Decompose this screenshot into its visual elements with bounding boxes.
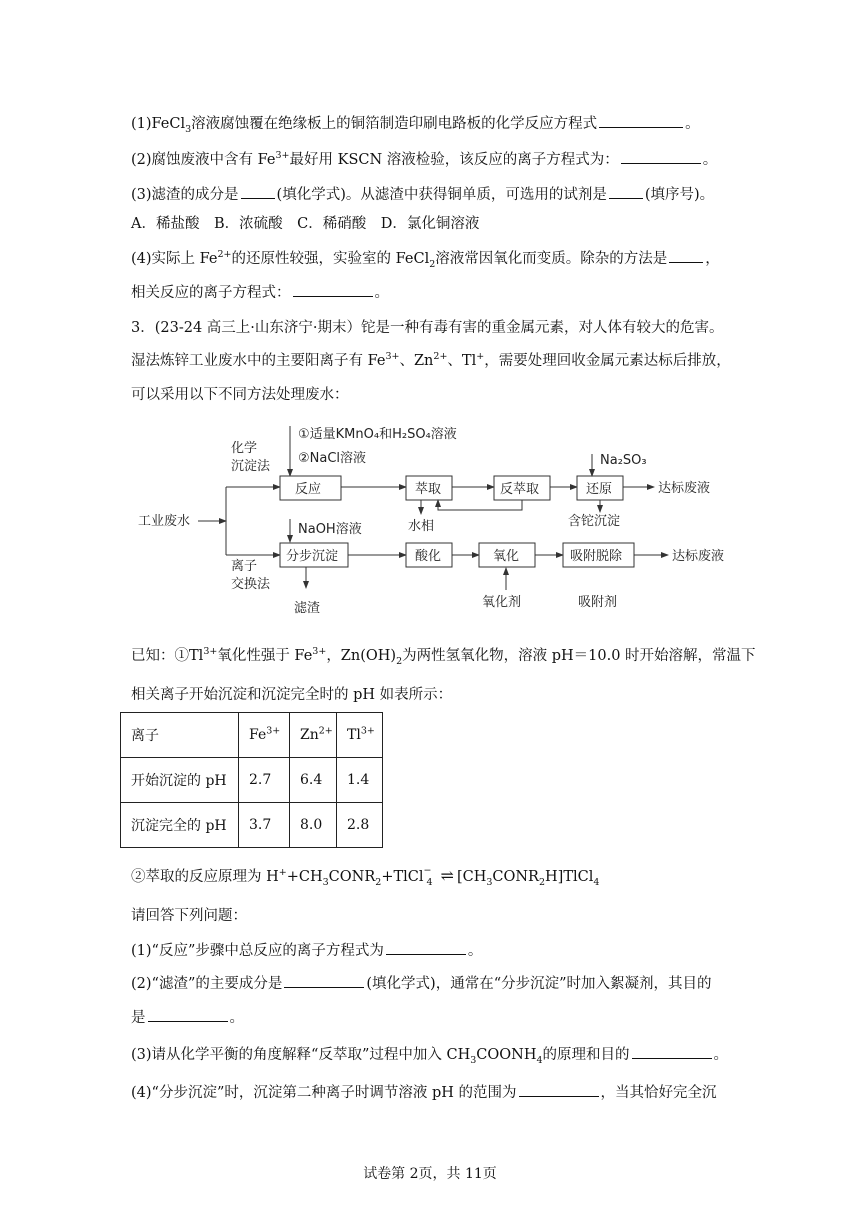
q3-part1: [131, 940, 482, 961]
acidify-label: 酸化: [415, 549, 442, 564]
answer-blank[interactable]: [386, 940, 466, 955]
answer-blank[interactable]: [599, 113, 683, 128]
subscript: 2: [429, 258, 436, 270]
superscript: 3+: [360, 725, 375, 737]
method-2-line2: 交换法: [231, 577, 271, 592]
text: 为两性氢氧化物，溶液 pH＝10.0 时开始溶解，常温下: [402, 648, 756, 664]
answer-blank[interactable]: [241, 184, 275, 199]
equilibrium-arrow-icon: ⇌: [440, 866, 454, 885]
adsorb-label: 吸附脱除: [570, 549, 623, 564]
text: (2)“滤渣”的主要成分是: [131, 976, 283, 992]
oxidant-label: 氧化剂: [482, 595, 522, 610]
subscript: 2: [375, 876, 382, 888]
text: CONR: [492, 869, 539, 885]
answer-blank[interactable]: [609, 184, 643, 199]
oxidize-label: 氧化: [493, 549, 520, 564]
residue-label: 滤渣: [294, 601, 321, 616]
q2-part3: [131, 184, 714, 205]
answer-blank[interactable]: [519, 1082, 599, 1097]
text: Zn: [300, 727, 319, 743]
superscript: +: [278, 867, 287, 879]
text: (3)请从化学平衡的角度解释“反萃取”过程中加入 CH: [131, 1047, 471, 1063]
ph-table: [120, 712, 383, 848]
text: +CH: [286, 869, 323, 885]
row-label: 开始沉淀的 pH: [121, 758, 239, 803]
prompt: 请回答下列问题：: [131, 908, 247, 924]
output-2-label: 达标废液: [672, 549, 725, 564]
text: 。: [685, 116, 700, 132]
reagent-1-label: ①适量KMnO₄和H₂SO₄溶液: [298, 427, 457, 442]
recycle-arrow: [438, 500, 522, 510]
q2-part4: [131, 248, 720, 269]
table-header-row: [121, 713, 383, 758]
subscript: 2: [396, 655, 403, 667]
subscript: 4: [593, 876, 600, 888]
superscript: 2+: [217, 249, 232, 261]
text: CONR: [328, 869, 376, 885]
header-fe: [239, 713, 290, 758]
text: 已知：①Tl: [131, 648, 204, 664]
known-3: [131, 866, 599, 887]
text: 相关反应的离子方程式：: [131, 285, 291, 301]
method-1-line1: 化学: [231, 441, 258, 456]
header-zn: [290, 713, 337, 758]
text: ②萃取的反应原理为 H: [131, 869, 279, 885]
text: (填化学式)。从滤渣中获得铜单质，可选用的试剂是: [276, 187, 607, 203]
header-ion: 离子: [121, 713, 239, 758]
text: 溶液常因氧化而变质。除杂的方法是: [435, 251, 668, 267]
extract-label: 萃取: [415, 482, 442, 497]
text: (填化学式)，通常在“分步沉淀”时加入絮凝剂，其目的: [366, 976, 712, 992]
subscript: 2: [538, 876, 546, 888]
answer-blank[interactable]: [669, 248, 703, 263]
superscript: +: [476, 351, 485, 363]
text: (1)FeCl: [131, 116, 186, 132]
text: (1)“反应”步骤中总反应的离子方程式为: [131, 943, 384, 959]
subscript: 3: [322, 876, 329, 888]
cell-zn: 6.4: [290, 758, 337, 803]
text: ，: [705, 251, 720, 267]
text: 。: [713, 1047, 729, 1063]
text: (3)滤渣的成分是: [131, 187, 239, 203]
text: 。: [702, 152, 718, 168]
text: (2)腐蚀废液中含有 Fe: [131, 152, 276, 168]
text: (填序号)。: [644, 187, 715, 203]
na2so3-label: Na₂SO₃: [600, 453, 647, 468]
text: ，需要处理回收金属元素达标后排放，: [484, 353, 731, 369]
text: (4)实际上 Fe: [131, 251, 218, 267]
text: (4)“分步沉淀”时，沉淀第二种离子时调节溶液 pH 的范围为: [131, 1085, 517, 1101]
q3-intro-3: 可以采用以下不同方法处理废水：: [131, 387, 349, 403]
answer-blank[interactable]: [621, 149, 701, 164]
page-footer: 试卷第 2页，共 11页: [363, 1166, 497, 1182]
cell-tl: 1.4: [337, 758, 383, 803]
tl-ppt-label: 含铊沉淀: [568, 514, 621, 529]
answer-blank[interactable]: [284, 973, 364, 988]
text: ，Zn(OH): [326, 648, 397, 664]
table-row: [121, 758, 383, 803]
text: Tl: [347, 727, 361, 743]
text: 、Zn: [399, 353, 434, 369]
cell-zn: 8.0: [290, 803, 337, 848]
superscript: 2+: [433, 351, 448, 363]
answer-blank[interactable]: [148, 1007, 228, 1022]
text: 。: [467, 943, 483, 959]
output-1-label: 达标废液: [658, 481, 711, 496]
cell-tl: 2.8: [337, 803, 383, 848]
q2-part2: [131, 149, 717, 170]
table-row: [121, 803, 383, 848]
row-label: 沉淀完全的 pH: [121, 803, 239, 848]
text: +TlCl: [381, 869, 424, 885]
superscript: 2+: [318, 725, 333, 737]
q2-part4b: [131, 282, 389, 303]
text: 的还原性较强，实验室的 FeCl: [231, 251, 430, 267]
aqueous-label: 水相: [408, 519, 435, 534]
text: 氧化性强于 Fe: [217, 648, 313, 664]
text: 湿法炼锌工业废水中的主要阳离子有 Fe: [131, 353, 386, 369]
reagent-2-label: ②NaCl溶液: [298, 451, 367, 466]
naoh-label: NaOH溶液: [298, 522, 362, 537]
subscript: 3: [470, 1054, 477, 1066]
superscript: 3+: [385, 351, 400, 363]
text: H]TlCl: [545, 869, 594, 885]
q3-intro-1: 3．(23-24 高三上·山东济宁·期末）铊是一种有毒有害的重金属元素，对人体有较大的危害。: [131, 320, 724, 336]
q2-part1: [131, 113, 700, 134]
adsorbent-label: 吸附剂: [578, 595, 618, 610]
superscript: 3+: [312, 646, 327, 658]
subscript: 4: [426, 876, 433, 888]
q3-intro-2: [131, 351, 731, 371]
superscript: 3+: [203, 646, 218, 658]
text: 最好用 KSCN 溶液检验，该反应的离子方程式为：: [289, 152, 619, 168]
text: 。: [374, 285, 389, 301]
reduce-label: 还原: [586, 482, 613, 497]
text: Fe: [249, 727, 267, 743]
answer-blank[interactable]: [293, 282, 373, 297]
q3-part3: [131, 1044, 728, 1065]
start-label: 工业废水: [138, 514, 191, 529]
superscript: −: [423, 865, 432, 877]
text: 是: [131, 1010, 146, 1026]
process-flow-diagram: [130, 420, 740, 620]
known-2: 相关离子开始沉淀和沉淀完全时的 pH 如表所示：: [131, 687, 453, 703]
subscript: 4: [536, 1054, 543, 1066]
answer-blank[interactable]: [632, 1044, 712, 1059]
text: 、Tl: [447, 353, 477, 369]
header-tl: [337, 713, 383, 758]
cell-fe: 3.7: [239, 803, 290, 848]
q3-part2b: [131, 1007, 244, 1028]
text: ，当其恰好完全沉: [600, 1085, 717, 1101]
superscript: 3+: [266, 725, 281, 737]
text: COONH: [476, 1047, 537, 1063]
text: [CH: [456, 869, 487, 885]
subscript: 3: [486, 876, 493, 888]
q3-part4: [131, 1082, 717, 1103]
q3-part2: [131, 973, 712, 994]
subscript: 3: [185, 123, 192, 135]
q2-options: A．稀盐酸 B．浓硫酸 C．稀硝酸 D．氯化铜溶液: [131, 216, 480, 232]
method-2-line1: 离子: [231, 559, 258, 574]
text: 的原理和目的: [542, 1047, 630, 1063]
text: 。: [229, 1010, 244, 1026]
text: 溶液腐蚀覆在绝缘板上的铜箔制造印刷电路板的化学反应方程式: [191, 116, 598, 132]
known-1: [131, 646, 756, 666]
method-1-line2: 沉淀法: [231, 459, 271, 474]
react-label: 反应: [295, 482, 322, 497]
backextract-label: 反萃取: [500, 482, 540, 497]
superscript: 3+: [275, 150, 290, 162]
cell-fe: 2.7: [239, 758, 290, 803]
stepppt-label: 分步沉淀: [286, 549, 339, 564]
